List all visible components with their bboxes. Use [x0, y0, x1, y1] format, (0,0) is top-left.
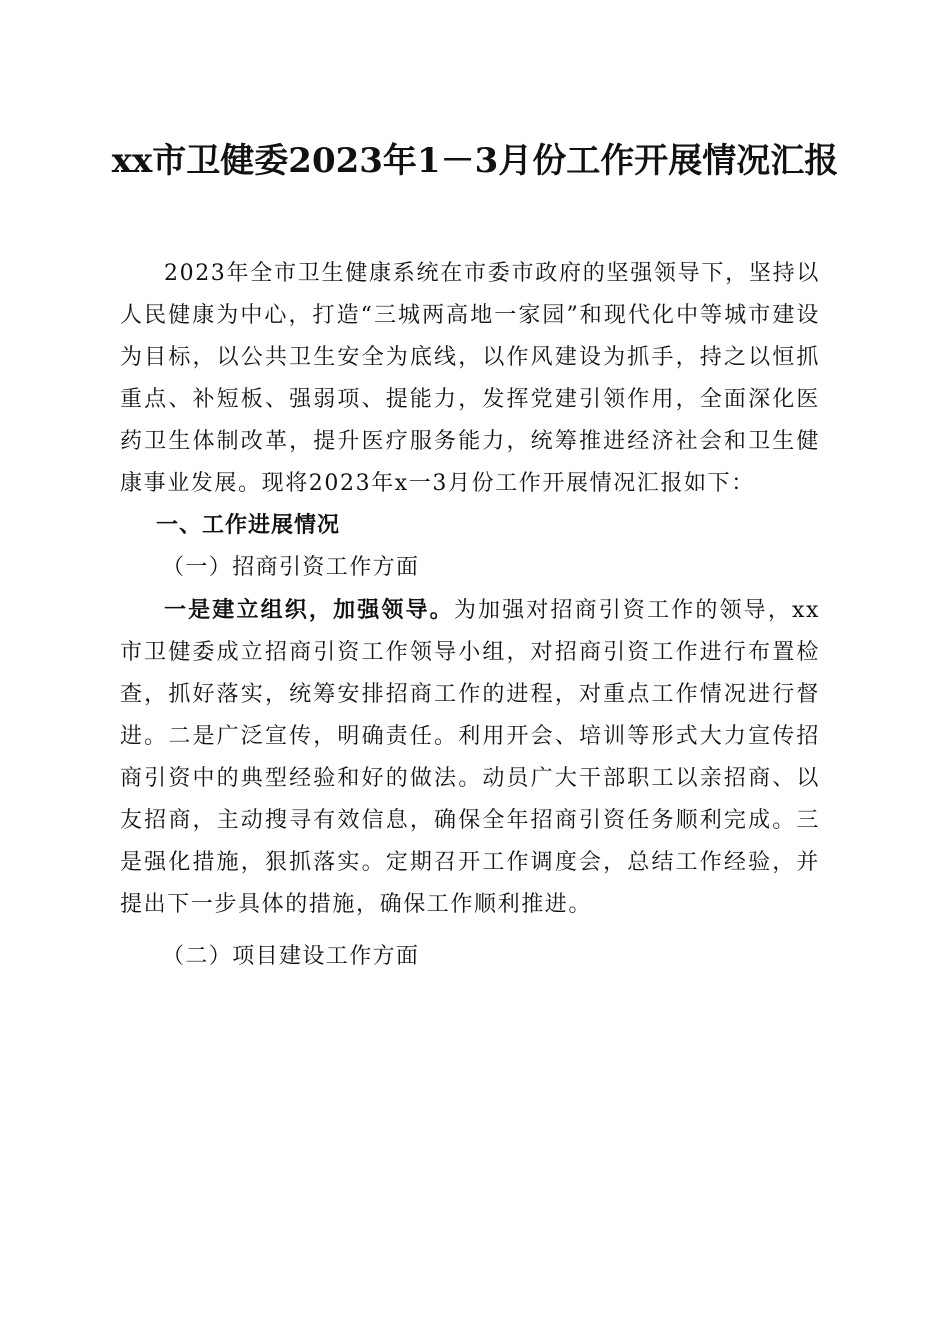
paragraph-bold-lead: 一是建立组织，加强领导。	[164, 597, 454, 623]
document-body	[120, 253, 820, 978]
subsection-heading-project-construction: （二）项目建设工作方面	[162, 944, 420, 969]
document-title: xx市卫健委2023年1－3月份工作开展情况汇报	[111, 141, 839, 181]
paragraph-body-text: 为加强对招商引资工作的领导，xx市卫健委成立招商引资工作领导小组，对招商引资工作进行布置检查，抓好落实，统筹安排招商工作的进程，对重点工作情况进行督进。二是广泛宣传，明确责任。利用开会、培训等形式大力宣传招商引资中的典型经验和好的做法。动员广大干部职工以亲招商、以友招商，主动搜寻有效信息，确保全年招商引资任务顺利完成。三是强化措施，狠抓落实。定期召开工作调度会，总结工作经验，并提出下一步具体的措施，确保工作顺利推进。	[120, 598, 820, 917]
section-heading-work-progress: 一、工作进展情况	[156, 513, 341, 538]
intro-paragraph: 2023年全市卫生健康系统在市委市政府的坚强领导下，坚持以人民健康为中心，打造“三城两高地一家园”和现代化中等城市建设为目标，以公共卫生安全为底线，以作风建设为抓手，持之以恒抓重点、补短板、强弱项、提能力，发挥党建引领作用，全面深化医药卫生体制改革，提升医疗服务能力，统筹推进经济社会和卫生健康事业发展。现将2023年x一3月份工作开展情况汇报如下：	[120, 261, 820, 496]
subsection-heading-investment-attraction: （一）招商引资工作方面	[162, 555, 420, 580]
paragraph-spacing	[120, 926, 820, 936]
investment-attraction-paragraph	[120, 589, 820, 926]
